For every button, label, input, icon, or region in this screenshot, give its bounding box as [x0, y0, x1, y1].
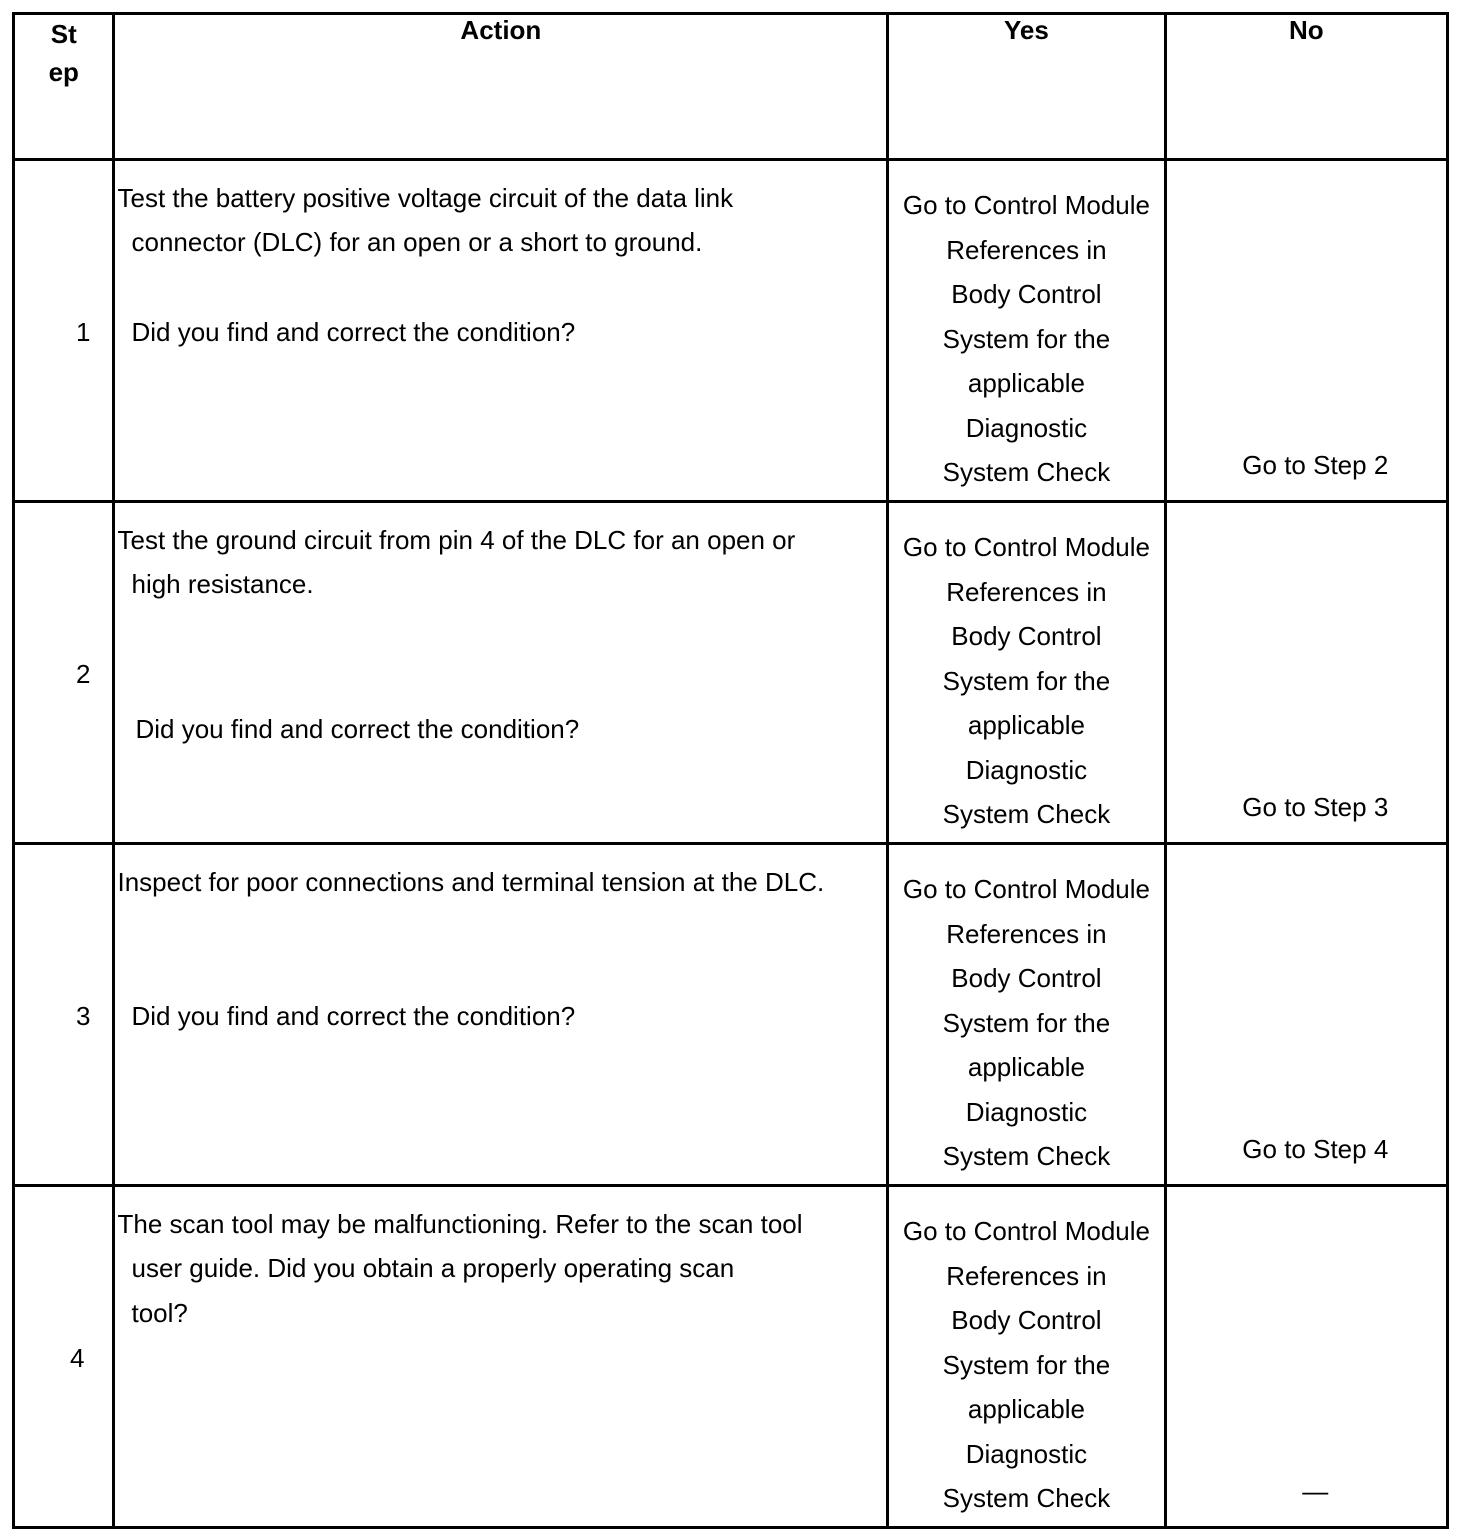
no-cell — [1165, 160, 1447, 502]
step-cell — [14, 160, 114, 502]
no-text: — — [1302, 1476, 1329, 1506]
diagnostic-table — [12, 12, 1449, 1529]
header-step-line1: St — [50, 19, 77, 49]
action-text: The scan tool may be malfunctioning. Refer to the scan tool — [117, 1209, 803, 1239]
no-cell — [1165, 844, 1447, 1186]
action-text: connector (DLC) for an open or a short to ground. — [131, 227, 703, 257]
no-text: Go to Step 2 — [1242, 450, 1389, 480]
yes-text: System Check — [942, 799, 1111, 829]
yes-text: applicable — [967, 368, 1085, 398]
yes-text: System for the — [942, 1349, 1111, 1380]
action-cell — [114, 502, 888, 844]
yes-text: Diagnostic — [965, 1096, 1088, 1127]
yes-cell — [888, 502, 1165, 844]
yes-text: Body Control — [951, 621, 1102, 651]
yes-text: References in — [946, 576, 1107, 607]
yes-text: Diagnostic — [965, 1438, 1088, 1469]
action-question: Did you find and correct the condition? — [131, 317, 576, 347]
yes-text: System Check — [942, 1141, 1111, 1171]
yes-text: Body Control — [951, 1305, 1102, 1335]
yes-text: Body Control — [951, 963, 1102, 993]
yes-text: System for the — [942, 1007, 1111, 1038]
yes-text: References in — [946, 234, 1107, 265]
yes-text: Go to Control Module — [902, 532, 1150, 562]
action-question: Did you find and correct the condition? — [131, 1001, 576, 1031]
action-text: Inspect for poor connections and terminal tension at the DLC. — [117, 867, 825, 897]
step-number: 3 — [76, 1001, 91, 1031]
step-cell — [14, 1186, 114, 1528]
action-cell — [114, 160, 888, 502]
yes-text: Go to Control Module — [902, 190, 1150, 220]
header-step — [14, 14, 114, 160]
yes-text: applicable — [967, 710, 1085, 740]
step-number: 4 — [70, 1343, 85, 1373]
action-question: Did you find and correct the condition? — [135, 714, 580, 744]
action-text: Test the battery positive voltage circuit of the data link — [117, 183, 734, 213]
action-text: user guide. Did you obtain a properly operating scan — [131, 1253, 735, 1283]
table-row — [14, 502, 1448, 844]
action-cell — [114, 1186, 888, 1528]
yes-text: System for the — [942, 323, 1111, 354]
yes-text: Go to Control Module — [902, 1216, 1150, 1246]
no-text: Go to Step 4 — [1242, 1134, 1389, 1164]
no-cell — [1165, 502, 1447, 844]
header-step-line2: ep — [48, 57, 79, 87]
yes-text: References in — [946, 918, 1107, 949]
no-cell — [1165, 1186, 1447, 1528]
action-text: Test the ground circuit from pin 4 of the DLC for an open or — [117, 525, 796, 555]
yes-text: Go to Control Module — [902, 874, 1150, 904]
step-number: 1 — [76, 317, 91, 347]
yes-text: Body Control — [951, 279, 1102, 309]
table-row — [14, 1186, 1448, 1528]
yes-text: Diagnostic — [965, 754, 1088, 785]
yes-cell — [888, 160, 1165, 502]
action-cell — [114, 844, 888, 1186]
yes-text: System Check — [942, 1483, 1111, 1513]
step-cell — [14, 844, 114, 1186]
yes-text: System Check — [942, 457, 1111, 487]
step-cell — [14, 502, 114, 844]
table-row — [14, 160, 1448, 502]
yes-cell — [888, 844, 1165, 1186]
header-no: No — [1165, 14, 1447, 160]
yes-text: System for the — [942, 665, 1111, 696]
header-yes: Yes — [888, 14, 1165, 160]
action-text: high resistance. — [131, 569, 314, 599]
step-number: 2 — [76, 659, 91, 689]
yes-text: applicable — [967, 1394, 1085, 1424]
no-text: Go to Step 3 — [1242, 792, 1389, 822]
header-action: Action — [114, 14, 888, 160]
action-text: tool? — [131, 1298, 188, 1328]
header-row — [14, 14, 1448, 160]
table-row — [14, 844, 1448, 1186]
yes-cell — [888, 1186, 1165, 1528]
yes-text: References in — [946, 1260, 1107, 1291]
yes-text: applicable — [967, 1052, 1085, 1082]
yes-text: Diagnostic — [965, 412, 1088, 443]
